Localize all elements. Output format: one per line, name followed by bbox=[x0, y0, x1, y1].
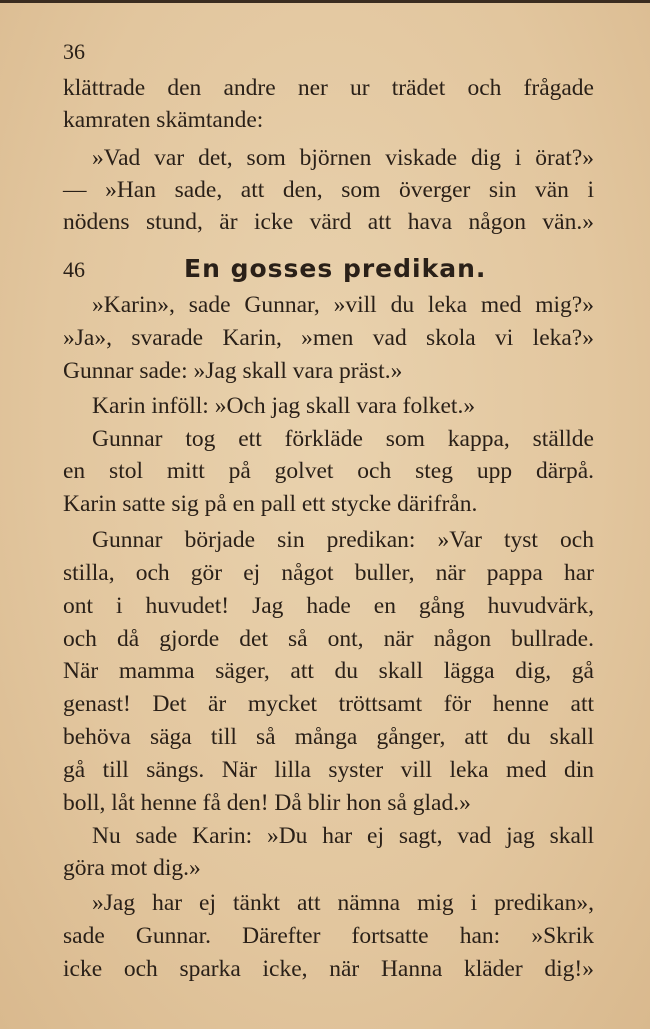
text-line: ont i huvudet! Jag hade en gång huvudvärk, bbox=[63, 593, 594, 619]
text-line: kamraten skämtande: bbox=[63, 107, 264, 133]
text-line: När mamma säger, att du skall lägga dig, gå bbox=[63, 658, 594, 684]
text-line: boll, låt henne få den! Då blir hon så glad.» bbox=[63, 790, 471, 816]
text-line: Gunnar sade: »Jag skall vara präst.» bbox=[63, 358, 403, 384]
text-line: — »Han sade, att den, som överger sin vän i bbox=[63, 177, 594, 203]
text-line: Karin satte sig på en pall ett stycke därifrån. bbox=[63, 491, 478, 517]
text-line: »Ja», svarade Karin, »men vad skola vi leka?» bbox=[63, 325, 594, 351]
text-line: »Jag har ej tänkt att nämna mig i predikan», bbox=[92, 890, 594, 916]
text-line: och då gjorde det så ont, när någon bullrade. bbox=[63, 626, 594, 652]
text-line: »Karin», sade Gunnar, »vill du leka med mig?» bbox=[92, 292, 594, 318]
page-number: 36 bbox=[63, 39, 85, 64]
text-line: Karin inföll: »Och jag skall vara folket.» bbox=[92, 393, 476, 419]
text-line: sade Gunnar. Därefter fortsatte han: »Skrik bbox=[63, 923, 594, 949]
text-line: gå till sängs. När lilla syster vill leka med din bbox=[63, 757, 594, 783]
text-line: stilla, och gör ej något buller, när pappa har bbox=[63, 560, 594, 586]
section-number: 46 bbox=[63, 257, 85, 282]
text-line: Nu sade Karin: »Du har ej sagt, vad jag skall bbox=[92, 823, 594, 849]
text-line: genast! Det är mycket tröttsamt för henne att bbox=[63, 691, 594, 717]
text-line: en stol mitt på golvet och steg upp därpå. bbox=[63, 458, 594, 484]
top-edge bbox=[0, 0, 650, 3]
text-line: klättrade den andre ner ur trädet och frågade bbox=[63, 75, 594, 101]
text-line: behöva säga till så många gånger, att du skall bbox=[63, 724, 594, 750]
text-line: Gunnar började sin predikan: »Var tyst och bbox=[92, 527, 594, 553]
text-line: icke och sparka icke, när Hanna kläder dig!» bbox=[63, 956, 594, 982]
text-line: göra mot dig.» bbox=[63, 855, 201, 881]
text-line: »Vad var det, som björnen viskade dig i örat?» bbox=[92, 145, 594, 171]
text-line: nödens stund, är icke värd att hava någon vän.» bbox=[63, 209, 594, 235]
text-line: Gunnar tog ett förkläde som kappa, ställde bbox=[92, 426, 594, 452]
section-title: En gosses predikan. bbox=[184, 254, 487, 283]
